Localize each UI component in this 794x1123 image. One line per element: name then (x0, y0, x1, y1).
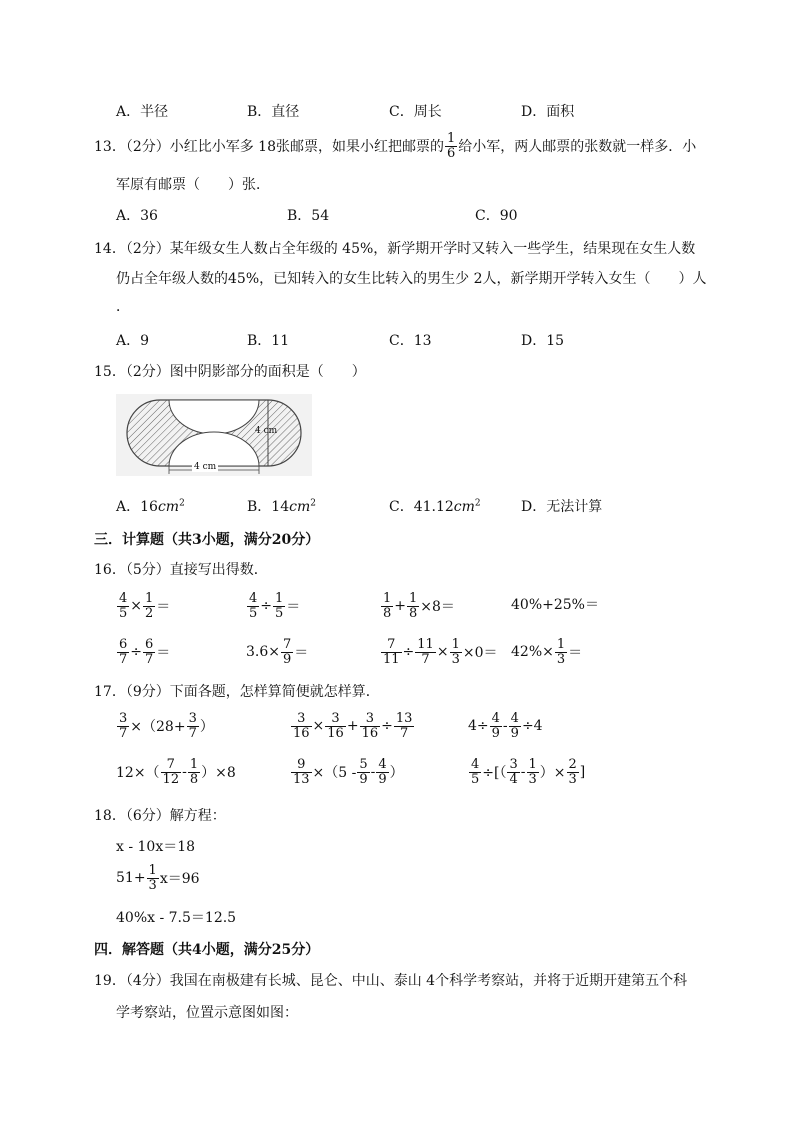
q16-item-8: 42%× $\frac{1}{3}$ ＝ (511, 637, 583, 667)
q18-heading: 18．（6分）解方程： (94, 808, 226, 824)
q15-option-c: C．$41.12cm^2$ (389, 498, 481, 515)
fraction: $\frac{3}{16}$ (361, 711, 379, 741)
fraction: $\frac{7}{12}$ (162, 757, 180, 787)
q17-item-5: $\frac{9}{13}$ ×（5 - $\frac{5}{9}$ - $\frac{4}{9}$ ） (293, 757, 404, 787)
fraction: $\frac{1}{8}$ (409, 591, 418, 621)
q15-line1: 15．（2分）图中阴影部分的面积是（ ） (94, 364, 366, 380)
fraction: $\frac{4}{5}$ (471, 757, 480, 787)
q15-option-a: A．$16cm^2$ (116, 498, 185, 515)
fraction: $\frac{3}{4}$ (509, 757, 518, 787)
fraction: $\frac{5}{9}$ (359, 757, 368, 787)
fraction: $\frac{4}{5}$ (119, 591, 128, 621)
q17-item-6: $\frac{4}{5}$ ÷[（ $\frac{3}{4}$ - $\frac{1}{3}$ ）× $\frac{2}{3}$ ] (471, 757, 586, 787)
equation-3: 40%x - 7.5＝12.5 (116, 910, 237, 926)
q16-item-4: 40%+25%＝ (511, 597, 599, 613)
q14-line2: 仍占全年级人数的45%，已知转入的女生比转入的男生少 2人，新学期开学转入女生（ ）人 (116, 271, 707, 287)
q17-heading: 17．（9分）下面各题，怎样算简便就怎样算． (94, 684, 380, 700)
q15-option-d: D．无法计算 (521, 499, 603, 515)
fraction: $\frac{1}{2}$ (145, 591, 154, 621)
fraction: $\frac{3}{7}$ (119, 711, 128, 741)
q13-option-b: B．54 (287, 208, 330, 224)
section-title: 四．解答题（共4小题，满分25分） (94, 942, 320, 958)
fraction: $\frac{11}{7}$ (417, 637, 434, 667)
q12-option-c: C．周长 (389, 104, 442, 120)
fraction: $\frac{1}{3}$ (148, 863, 157, 893)
q15-option-b: B．$14cm^2$ (247, 498, 316, 515)
fraction: $\frac{7}{9}$ (283, 637, 292, 667)
q17-item-4: 12×（ $\frac{7}{12}$ - $\frac{1}{8}$ ）×8 (116, 757, 236, 787)
fraction: $\frac{3}{16}$ (293, 711, 310, 741)
q13-line1: 13．（2分）小红比小军多 18张邮票，如果小红把邮票的 $\frac{1}{6}$ 给小军，两人邮票的张数就一样多．小 (94, 131, 697, 161)
fraction: $\frac{1}{3}$ (451, 637, 460, 667)
q13-option-a: A．36 (116, 208, 158, 224)
fraction: $\frac{4}{9}$ (510, 711, 519, 741)
fraction: $\frac{1}{8}$ (383, 591, 392, 621)
equation-1: x - 10x＝18 (116, 839, 196, 855)
q13-option-c: C．90 (475, 208, 518, 224)
fraction: $\frac{3}{7}$ (188, 711, 197, 741)
fraction: $\frac{1}{3}$ (528, 757, 537, 787)
q12-option-a: A．半径 (116, 104, 169, 120)
q14-line3: ． (116, 299, 130, 315)
q14-option-b: B．11 (247, 333, 290, 349)
q16-item-7: $\frac{7}{11}$ ÷ $\frac{11}{7}$ × $\frac{1}{3}$ ×0＝ (383, 637, 498, 667)
q13-line2: 军原有邮票（ ）张． (116, 177, 270, 193)
fraction: $\frac{9}{13}$ (293, 757, 310, 787)
q12-option-b: B．直径 (247, 104, 300, 120)
fraction: $\frac{4}{5}$ (249, 591, 258, 621)
q17-item-2: $\frac{3}{16}$ × $\frac{3}{16}$ + $\frac{3}{16}$ ÷ $\frac{13}{7}$ (293, 711, 413, 741)
q17-item-1: $\frac{3}{7}$ ×（28+ $\frac{3}{7}$ ） (119, 711, 214, 741)
q16-heading: 16．（5分）直接写出得数． (94, 562, 268, 578)
figure-label-height: 4 cm (255, 426, 278, 436)
q14-option-d: D．15 (521, 333, 565, 349)
shaded-area-figure (116, 394, 312, 476)
fraction: $\frac{13}{7}$ (395, 711, 413, 741)
fraction: $\frac{7}{11}$ (383, 637, 400, 667)
fraction: $\frac{6}{7}$ (119, 637, 128, 667)
equation-2: 51+ $\frac{1}{3}$ x＝96 (116, 863, 200, 893)
q16-item-3: $\frac{1}{8}$ + $\frac{1}{8}$ ×8＝ (383, 591, 455, 621)
q16-item-5: $\frac{6}{7}$ ÷ $\frac{6}{7}$ ＝ (119, 637, 171, 667)
q19-line1: 19．（4分）我国在南极建有长城、昆仑、中山、泰山 4个科学考察站，并将于近期开建第五个科 (94, 973, 688, 989)
fraction: $\frac{1}{6}$ (447, 131, 456, 161)
q16-item-6: 3.6× $\frac{7}{9}$ ＝ (246, 637, 309, 667)
fraction: $\frac{4}{9}$ (491, 711, 500, 741)
fraction: $\frac{1}{3}$ (556, 637, 566, 667)
section-title: 三．计算题（共3小题，满分20分） (94, 532, 320, 548)
fraction: $\frac{4}{9}$ (378, 757, 387, 787)
figure-label-width: 4 cm (194, 462, 217, 472)
q12-option-d: D．面积 (521, 104, 575, 120)
q19-line2: 学考察站，位置示意图如图： (116, 1005, 298, 1021)
fraction: $\frac{1}{5}$ (275, 591, 284, 621)
fraction: $\frac{6}{7}$ (145, 637, 154, 667)
q16-item-2: $\frac{4}{5}$ ÷ $\frac{1}{5}$ ＝ (249, 591, 301, 621)
q17-item-3: 4÷ $\frac{4}{9}$ - $\frac{4}{9}$ ÷4 (468, 711, 543, 741)
q14-option-a: A．9 (116, 333, 150, 349)
q16-item-1: $\frac{4}{5}$ × $\frac{1}{2}$ ＝ (119, 591, 171, 621)
fraction: $\frac{2}{3}$ (568, 757, 577, 787)
fraction: $\frac{1}{8}$ (189, 757, 199, 787)
fraction: $\frac{3}{16}$ (327, 711, 344, 741)
q14-line1: 14．（2分）某年级女生人数占全年级的 45%，新学期开学时又转入一些学生，结果现在女生人数 (94, 241, 696, 257)
q14-option-c: C．13 (389, 333, 432, 349)
